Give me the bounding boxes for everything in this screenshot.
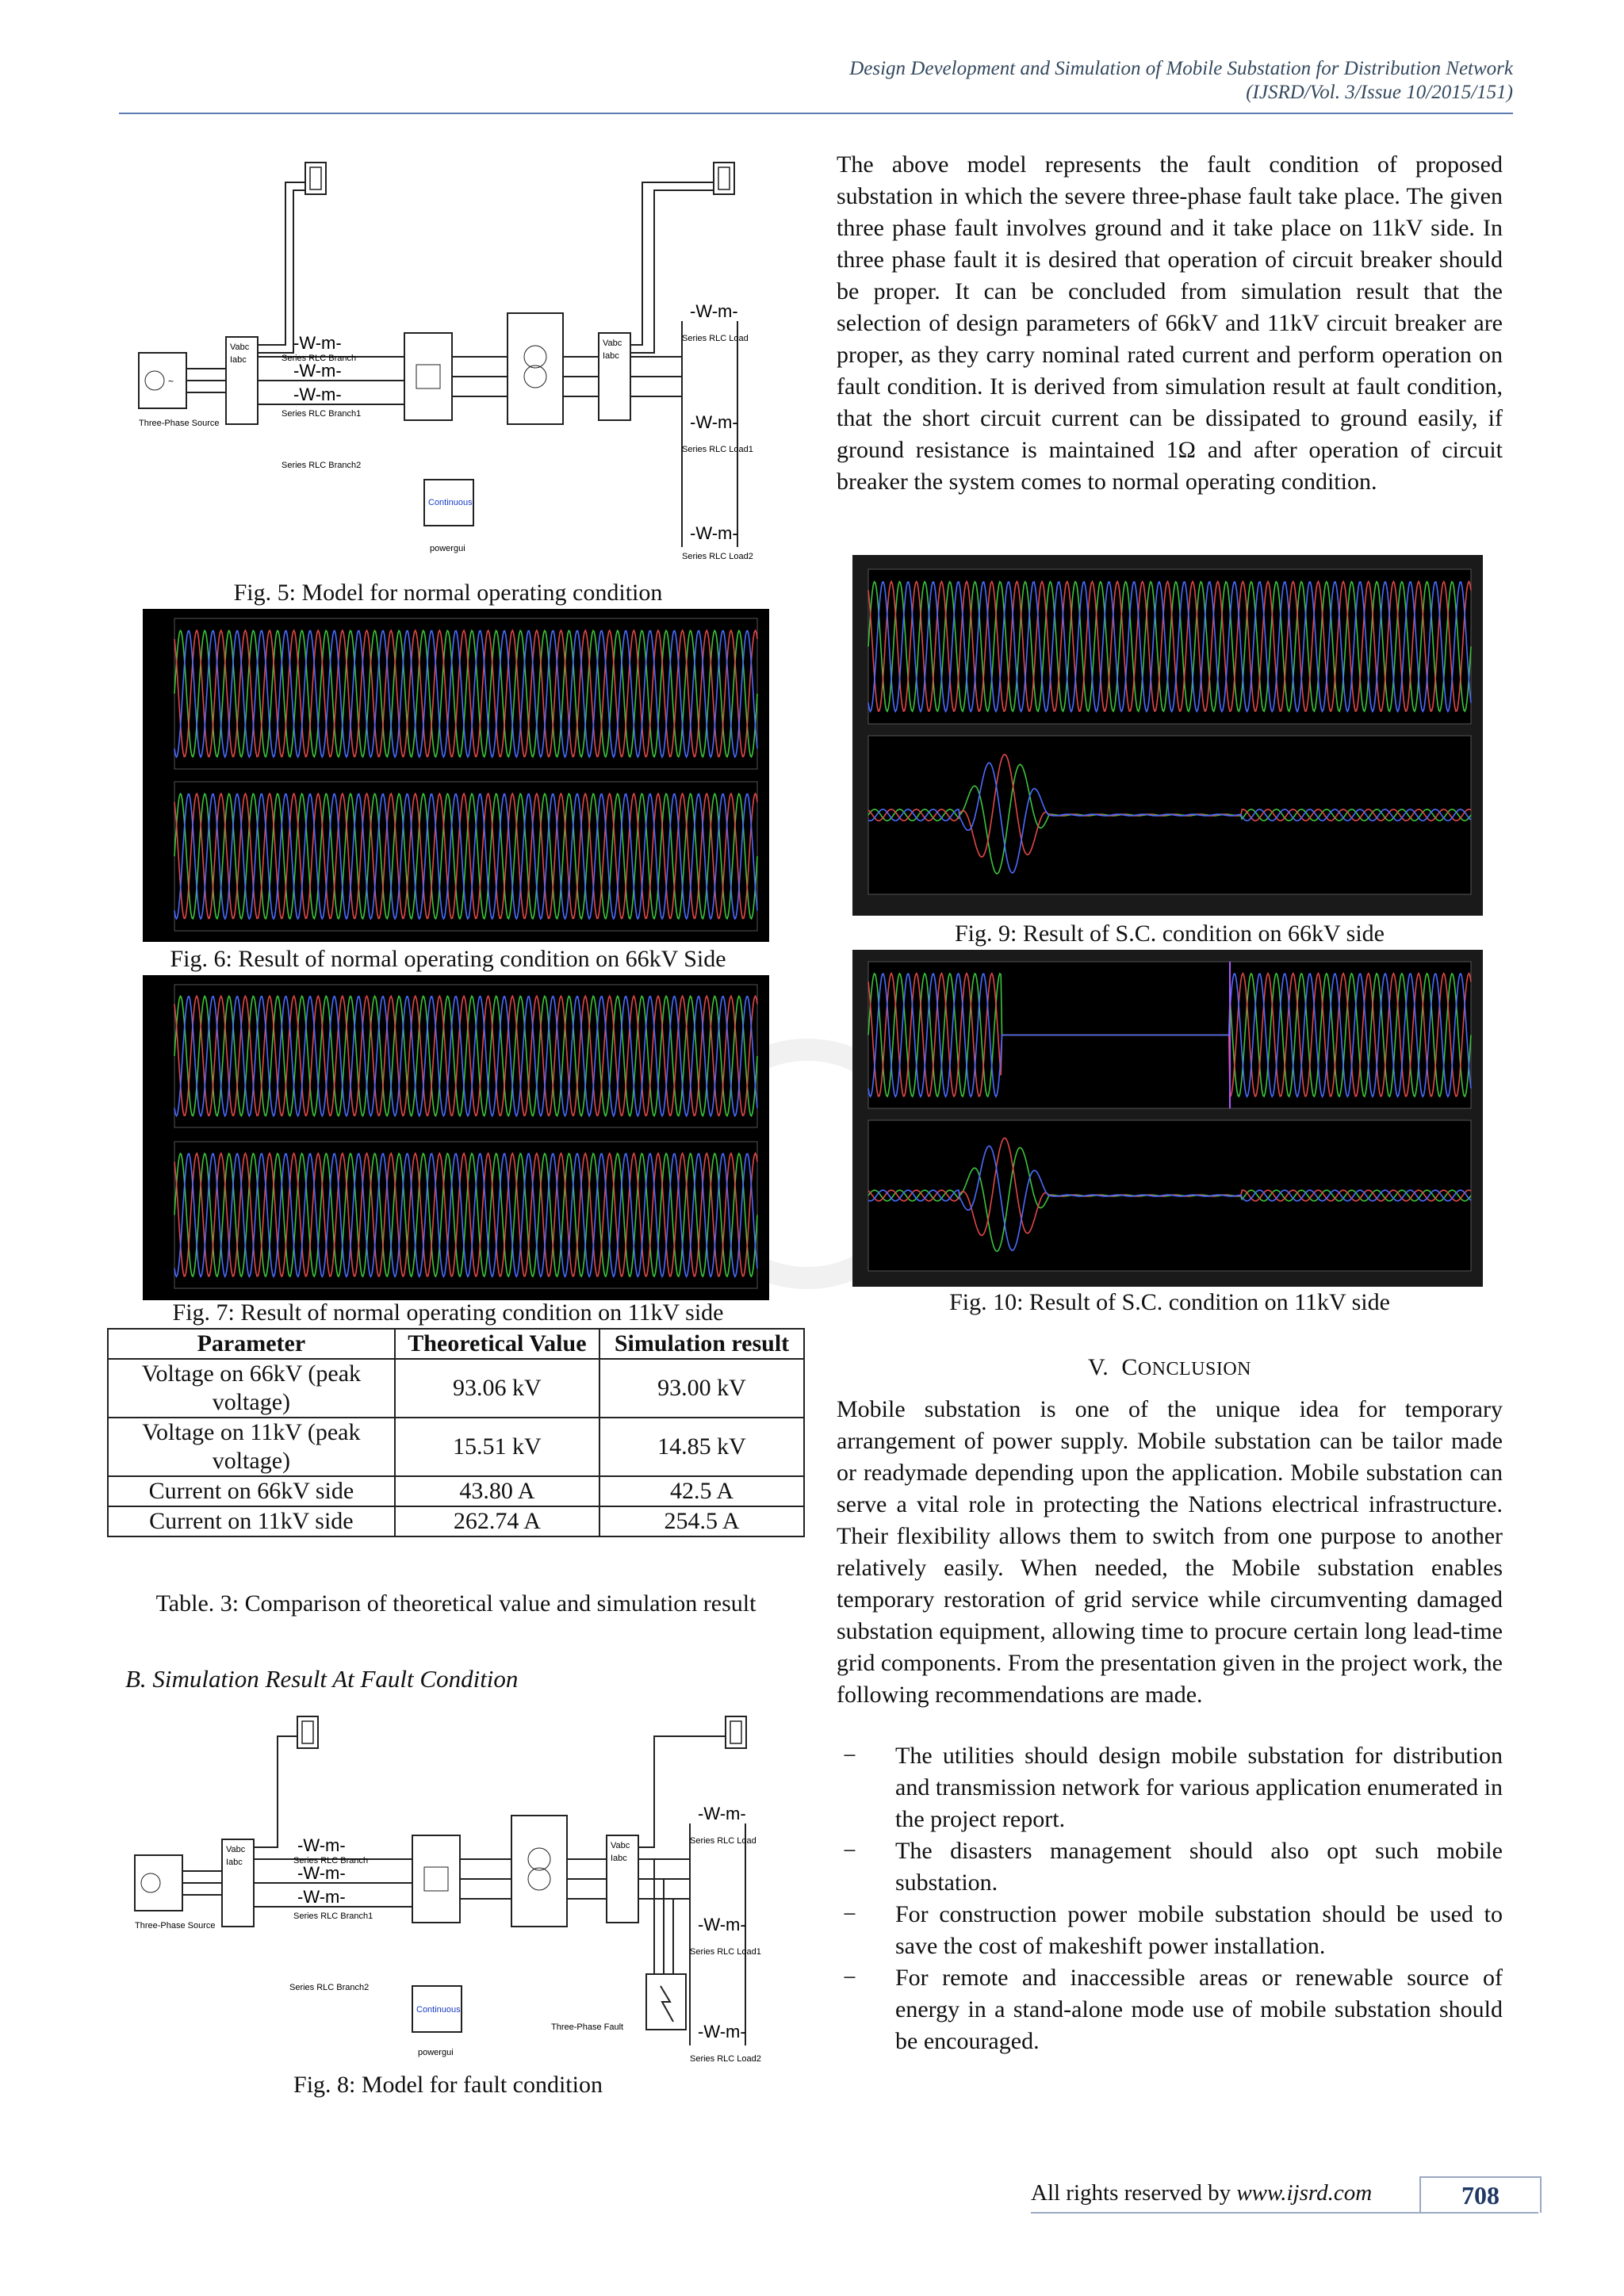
transformer-block <box>511 1816 567 1927</box>
source-label: Three-Phase Source <box>139 419 220 428</box>
powergui-label: Continuous <box>428 498 473 507</box>
svg-text:Iabc: Iabc <box>230 355 247 365</box>
svg-text:Three-Phase Source: Three-Phase Source <box>135 1921 216 1931</box>
svg-text:Vabc: Vabc <box>611 1841 630 1850</box>
comparison-table <box>107 1328 805 1537</box>
fig10-caption: Fig. 10: Result of S.C. condition on 11kV side <box>949 1289 1390 1315</box>
svg-text:Continuous: Continuous <box>416 2005 461 2015</box>
table-header: Theoretical Value <box>395 1329 599 1359</box>
svg-text:Iabc: Iabc <box>603 351 619 361</box>
svg-text:Series RLC Branch: Series RLC Branch <box>293 1856 369 1866</box>
svg-text:-W-m-: -W-m- <box>297 1835 346 1855</box>
page-number: 708 <box>1419 2176 1542 2213</box>
svg-text:-W-m-: -W-m- <box>297 1887 346 1907</box>
fig6-caption: Fig. 6: Result of normal operating condition on 66kV Side <box>170 946 726 972</box>
svg-text:-W-m-: -W-m- <box>698 1915 746 1934</box>
fault-discussion-paragraph <box>837 149 1503 498</box>
conclusion-paragraph <box>837 1394 1503 1711</box>
table-cell: 15.51 kV <box>395 1418 599 1476</box>
paragraph-text: The above model represents the fault condition of proposed substation in which the severe three-phase fault take place. The given three phase fault involves ground and it take place on 11kV side. In three phase fault it is desired that operation of circuit breaker should be proper. It can be concluded from simulation result that the selection of design parameters of 66kV and 11kV circuit breaker are proper, as they carry nominal rated current and perform operation on fault condition. It is derived from simulation result at fault condition, that the short circuit current can be dissipated to ground easily, if ground resistance is maintained 1Ω and after operation of circuit breaker the system comes to normal operating condition. <box>837 151 1503 495</box>
fig8-model-diagram <box>131 1712 765 2065</box>
svg-text:-W-m-: -W-m- <box>297 1863 346 1883</box>
fig8-svg <box>131 1712 765 2065</box>
svg-text:Iabc: Iabc <box>611 1854 627 1863</box>
list-item: − For remote and inaccessible areas or renewable source of energy in a stand-alone mode use of mobile substation should be encouraged. <box>843 1965 1503 2054</box>
branch2-label: Series RLC Branch2 <box>282 461 362 470</box>
header-title: Design Development and Simulation of Mobile Substation for Distribution Network <box>849 58 1513 79</box>
table-cell: 42.5 A <box>599 1476 804 1506</box>
footer-rights: All rights reserved by www.ijsrd.com <box>1031 2180 1373 2206</box>
footer-link[interactable]: www.ijsrd.com <box>1236 2180 1373 2206</box>
table-cell: 93.06 kV <box>395 1359 599 1418</box>
svg-text:-W-m-: -W-m- <box>690 523 738 543</box>
fault-label: Three-Phase Fault <box>551 2022 624 2032</box>
table-row <box>108 1506 804 1536</box>
load2-label: Series RLC Load2 <box>682 552 753 561</box>
load1-label: Series RLC Load1 <box>682 445 753 454</box>
paragraph-text: Mobile substation is one of the unique idea for temporary arrangement of power supply. Mobile substation can be tailor made or readymade depending upon the application. Mobile substation can serve a vital role in protecting the Nations electrical infrastructure. Their flexibility allows them to switch from one purpose to another relatively easily. When needed, the Mobile substation enables temporary restoration of grid service while circumventing damaged substation equipment, allowing time to procure certain long lead-time grid components. From the presentation given in the project work, the following recommendations are made. <box>837 1396 1503 1708</box>
table-cell: 43.80 A <box>395 1476 599 1506</box>
table-header-row <box>108 1329 804 1359</box>
table-cell: 93.00 kV <box>599 1359 804 1418</box>
fig9-svg <box>852 555 1483 916</box>
svg-text:Series RLC Load: Series RLC Load <box>690 1836 756 1846</box>
table-cell: Voltage on 66kV (peak voltage) <box>108 1359 395 1418</box>
table-header: Simulation result <box>599 1329 804 1359</box>
svg-text:~: ~ <box>168 376 174 387</box>
table-row <box>108 1476 804 1506</box>
svg-text:Series RLC Load1: Series RLC Load1 <box>690 1947 761 1957</box>
table-cell: Voltage on 11kV (peak voltage) <box>108 1418 395 1476</box>
svg-text:-W-m-: -W-m- <box>690 301 738 321</box>
fig5-caption: Fig. 5: Model for normal operating condition <box>233 580 663 606</box>
header-rule <box>119 113 1513 114</box>
fig9-caption: Fig. 9: Result of S.C. condition on 66kV side <box>955 920 1385 947</box>
svg-text:Series RLC Branch1: Series RLC Branch1 <box>293 1911 373 1921</box>
table-row <box>108 1418 804 1476</box>
list-item: − The utilities should design mobile substation for distribution and transmission network for various application enumerated in the project report. <box>843 1743 1503 1832</box>
table-cell: Current on 66kV side <box>108 1476 395 1506</box>
fig7-svg <box>143 975 769 1300</box>
list-item: − The disasters management should also opt such mobile substation. <box>843 1838 1503 1896</box>
svg-text:Iabc: Iabc <box>226 1858 243 1867</box>
table-row <box>108 1359 804 1418</box>
svg-text:Series RLC Load2: Series RLC Load2 <box>690 2054 761 2064</box>
svg-text:-W-m-: -W-m- <box>698 2022 746 2042</box>
list-item: − For construction power mobile substation should be used to save the cost of makeshift power installation. <box>843 1901 1503 1959</box>
branch-label: Series RLC Branch <box>282 354 357 363</box>
subsection-heading: B. Simulation Result At Fault Condition <box>125 1665 519 1693</box>
branch1-label: Series RLC Branch1 <box>282 409 362 419</box>
table-caption: Table. 3: Comparison of theoretical value and simulation result <box>155 1590 756 1617</box>
three-phase-source-block <box>139 353 186 408</box>
load-label: Series RLC Load <box>682 334 749 343</box>
table-cell: 254.5 A <box>599 1506 804 1536</box>
fig7-caption: Fig. 7: Result of normal operating condition on 11kV side <box>172 1299 724 1326</box>
svg-text:Vabc: Vabc <box>230 342 250 352</box>
table-header: Parameter <box>108 1329 395 1359</box>
three-phase-source-block <box>135 1855 182 1911</box>
svg-text:-W-m-: -W-m- <box>293 333 342 353</box>
svg-text:-W-m-: -W-m- <box>698 1804 746 1823</box>
running-header <box>849 57 1513 105</box>
header-citation: (IJSRD/Vol. 3/Issue 10/2015/151) <box>1246 82 1513 103</box>
fig8-caption: Fig. 8: Model for fault condition <box>293 2072 603 2098</box>
fig6-scope-plot <box>143 609 769 942</box>
section-heading-conclusion: V. CONCLUSION <box>1088 1354 1251 1380</box>
svg-text:powergui: powergui <box>430 544 465 553</box>
svg-text:Vabc: Vabc <box>603 339 622 348</box>
svg-text:-W-m-: -W-m- <box>293 385 342 404</box>
fig5-svg <box>135 155 761 563</box>
table-cell: Current on 11kV side <box>108 1506 395 1536</box>
fig7-scope-plot <box>143 975 769 1300</box>
table-cell: 262.74 A <box>395 1506 599 1536</box>
fig6-svg <box>143 609 769 942</box>
recommendations-list <box>837 1740 1503 2057</box>
fig9-scope-plot <box>852 555 1483 916</box>
svg-text:-W-m-: -W-m- <box>690 412 738 432</box>
svg-text:Series RLC Branch2: Series RLC Branch2 <box>289 1983 370 1992</box>
fig10-scope-plot <box>852 950 1483 1287</box>
svg-text:powergui: powergui <box>418 2048 454 2057</box>
fig10-svg <box>852 950 1483 1287</box>
fig5-model-diagram <box>135 155 761 563</box>
svg-text:-W-m-: -W-m- <box>293 361 342 381</box>
table-cell: 14.85 kV <box>599 1418 804 1476</box>
footer-rule <box>1031 2212 1538 2214</box>
svg-text:Vabc: Vabc <box>226 1845 246 1854</box>
transformer-block <box>508 313 563 424</box>
